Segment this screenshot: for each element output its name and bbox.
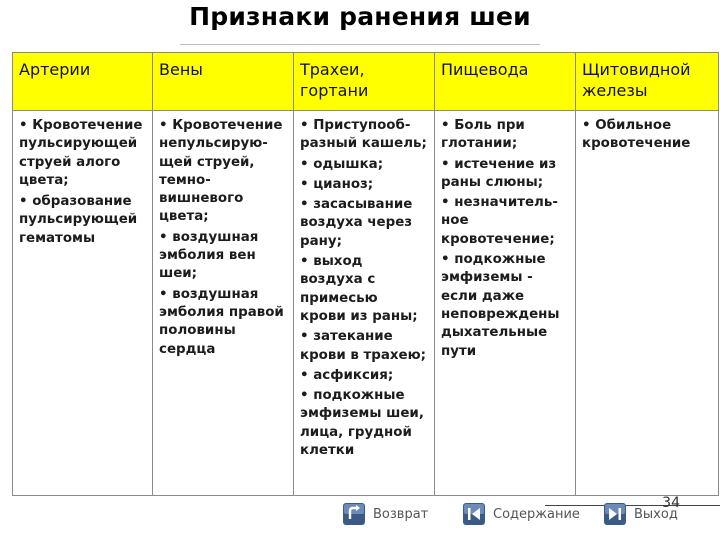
exit-button[interactable] <box>604 503 678 525</box>
cell-trachea <box>294 111 435 496</box>
table-header-row <box>13 53 719 111</box>
table-row <box>13 111 719 496</box>
list-item: • засасывание воздуха через рану; <box>300 197 413 249</box>
header-trachea: Трахеи, гортани <box>294 53 435 111</box>
list-item: • Кровотечение пульсирующей струей алого цвета; <box>19 118 143 188</box>
list-item: • воздушная эмболия вен шеи; <box>159 229 259 282</box>
cell-esophagus <box>435 111 576 496</box>
page-title: Признаки ранения шеи <box>189 2 531 31</box>
list-item: • образование пульсирующей гематомы <box>19 194 138 246</box>
cell-arteries <box>13 111 153 496</box>
back-label: Возврат <box>373 506 429 522</box>
header-veins: Вены <box>153 53 294 111</box>
list-item: • Приступооб-разный кашель; <box>300 118 427 152</box>
first-page-icon <box>463 503 485 525</box>
exit-label: Выход <box>634 506 678 522</box>
header-thyroid: Щитовидной железы <box>576 53 719 111</box>
list-item: • Обильное кровотечение <box>582 118 691 152</box>
list-item: • Боль при глотании; <box>441 118 525 152</box>
list-item: • цианоз; <box>300 176 374 192</box>
contents-label: Содержание <box>493 506 580 522</box>
header-esophagus: Пищевода <box>435 53 576 111</box>
list-item: • одышка; <box>300 156 384 172</box>
list-item: • незначитель-ное кровотечение; <box>441 195 558 247</box>
list-item: • выход воздуха с примесью крови из раны; <box>300 254 418 324</box>
list-item: • затекание крови в трахею; <box>300 329 427 363</box>
list-item: • подкожные эмфиземы - если даже неповреждены дыхательные пути <box>441 252 560 359</box>
cell-thyroid <box>576 111 719 496</box>
cell-veins <box>153 111 294 496</box>
list-item: • асфиксия; <box>300 367 394 383</box>
back-button[interactable] <box>343 503 428 525</box>
title-divider <box>180 44 540 45</box>
page-number: 34 <box>662 495 680 511</box>
list-item: • подкожные эмфиземы шеи, лица, грудной клетки <box>300 388 424 459</box>
list-item: • воздушная эмболия правой половины сердца <box>159 286 284 357</box>
header-arteries: Артерии <box>13 53 153 111</box>
contents-button[interactable] <box>463 503 580 525</box>
list-item: • Кровотечение непульсирую-щей струей, темно-вишневого цвета; <box>159 118 283 225</box>
back-arrow-icon <box>343 503 365 525</box>
last-page-icon <box>604 503 626 525</box>
footer-nav <box>0 497 720 540</box>
list-item: • истечение из раны слюны; <box>441 156 557 190</box>
signs-table <box>12 52 719 496</box>
